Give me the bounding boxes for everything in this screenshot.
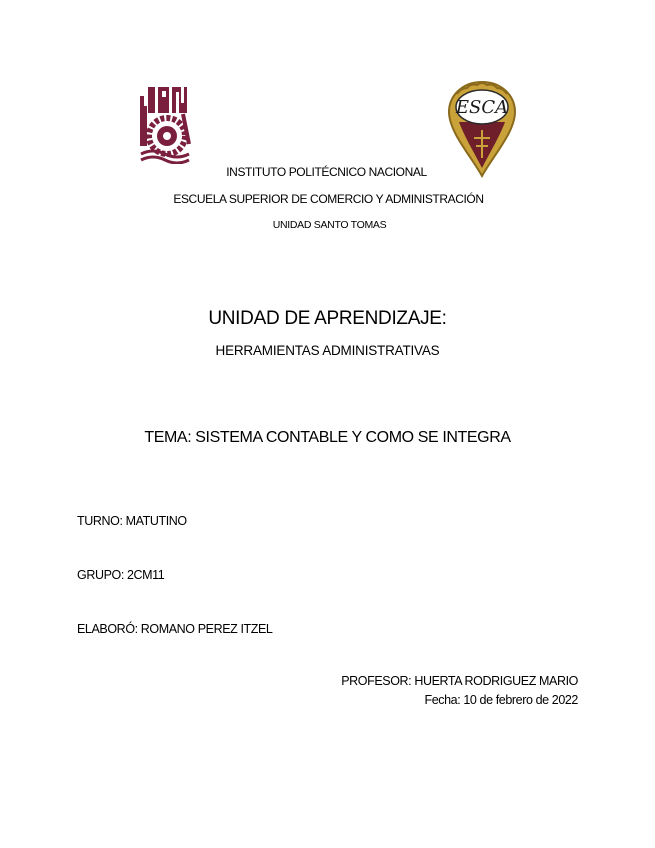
- esca-logo-graphic: [447, 80, 517, 178]
- school-name: ESCUELA SUPERIOR DE COMERCIO Y ADMINISTRACIÓN: [173, 192, 484, 206]
- shift-line: TURNO: MATUTINO: [77, 514, 187, 528]
- esca-logo: [447, 80, 517, 178]
- date-line: Fecha: 10 de febrero de 2022: [424, 693, 578, 707]
- esca-logo-text: ESCA: [455, 97, 509, 118]
- ipn-logo-graphic: [137, 84, 193, 164]
- unit-subject: HERRAMIENTAS ADMINISTRATIVAS: [215, 343, 440, 358]
- ipn-logo: [137, 84, 193, 164]
- campus-name: UNIDAD SANTO TOMAS: [272, 219, 387, 231]
- institution-name: INSTITUTO POLITÉCNICO NACIONAL: [226, 165, 427, 179]
- topic-title: TEMA: SISTEMA CONTABLE Y COMO SE INTEGRA: [144, 429, 511, 446]
- group-line: GRUPO: 2CM11: [77, 568, 165, 582]
- unit-title: UNIDAD DE APRENDIZAJE:: [208, 308, 447, 329]
- professor-line: PROFESOR: HUERTA RODRIGUEZ MARIO: [341, 674, 578, 688]
- author-line: ELABORÓ: ROMANO PEREZ ITZEL: [77, 622, 273, 636]
